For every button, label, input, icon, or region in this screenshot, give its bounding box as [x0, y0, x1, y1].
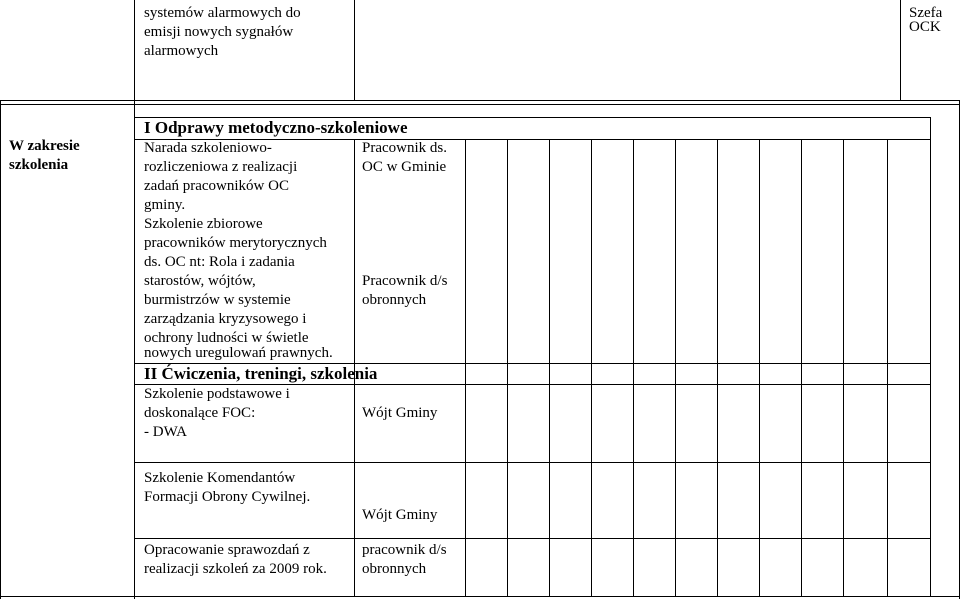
grid-line [675, 139, 676, 596]
grid-line [887, 139, 888, 596]
top-task-line: alarmowych [144, 43, 219, 59]
section-2-item-3-responsible: pracownik d/s [362, 542, 447, 558]
section-2-item-2-line: Szkolenie Komendantów [144, 470, 296, 486]
section-2-item-1-line: doskonalące FOC: [144, 405, 256, 421]
row-separator-double [0, 100, 960, 105]
grid-line [0, 100, 1, 599]
grid-line [134, 100, 135, 599]
section-1-item-2-line: ochrony ludności w świetle [144, 330, 309, 346]
section-2-item-3-responsible: obronnych [362, 561, 427, 577]
grid-line [465, 139, 466, 596]
section-1-item-1-responsible: Pracownik ds. [362, 140, 447, 156]
section-2-item-3-line: realizacji szkoleń za 2009 rok. [144, 561, 327, 577]
section-1-item-2-responsible: obronnych [362, 292, 427, 308]
grid-line [591, 139, 592, 596]
grid-line [354, 0, 355, 100]
section-1-item-1-line: zadań pracowników OC [144, 178, 289, 194]
grid-line [900, 0, 901, 100]
grid-line [930, 117, 931, 596]
section-1-item-2-line: starostów, wójtów, [144, 273, 256, 289]
grid-line [134, 462, 931, 463]
scope-label-line: szkolenia [9, 157, 69, 173]
grid-line [633, 139, 634, 596]
section-2-item-3-line: Opracowanie sprawozdań z [144, 542, 310, 558]
section-1-item-1-line: Narada szkoleniowo- [144, 140, 272, 156]
grid-line [801, 139, 802, 596]
top-responsible-line: OCK [909, 19, 941, 35]
section-1-item-2-line: ds. OC nt: Rola i zadania [144, 254, 295, 270]
grid-line [549, 139, 550, 596]
section-1-item-2-line: pracowników merytorycznych [144, 235, 327, 251]
section-2-heading: II Ćwiczenia, treningi, szkolenia [144, 364, 378, 383]
grid-line [134, 0, 135, 100]
section-1-item-1-line: rozliczeniowa z realizacji [144, 159, 298, 175]
section-2-item-1-responsible: Wójt Gminy [362, 405, 438, 421]
section-1-heading: I Odprawy metodyczno-szkoleniowe [144, 118, 408, 137]
scope-label-line: W zakresie [9, 138, 80, 154]
top-responsible-line: Szefa [909, 5, 943, 21]
section-2-item-1-line: Szkolenie podstawowe i [144, 386, 290, 402]
grid-line [0, 596, 960, 597]
top-task-line: systemów alarmowych do [144, 5, 301, 21]
section-1-item-2-responsible: Pracownik d/s [362, 273, 448, 289]
section-1-item-2-line: Szkolenie zbiorowe [144, 216, 263, 232]
grid-line [843, 139, 844, 596]
section-2-item-2-responsible: Wójt Gminy [362, 507, 438, 523]
top-task-line: emisji nowych sygnałów [144, 24, 294, 40]
grid-line [717, 139, 718, 596]
section-1-item-2-line: burmistrzów w systemie [144, 292, 291, 308]
section-1-item-2-line: zarządzania kryzysowego i [144, 311, 307, 327]
section-2-item-1-line: - DWA [144, 424, 187, 440]
grid-line [134, 538, 931, 539]
grid-line [759, 139, 760, 596]
section-1-item-1-line: gminy. [144, 197, 186, 213]
section-1-item-1-responsible: OC w Gminie [362, 159, 447, 175]
section-2-item-2-line: Formacji Obrony Cywilnej. [144, 489, 311, 505]
grid-line [507, 139, 508, 596]
section-1-item-2-line: nowych uregulowań prawnych. [144, 345, 333, 361]
